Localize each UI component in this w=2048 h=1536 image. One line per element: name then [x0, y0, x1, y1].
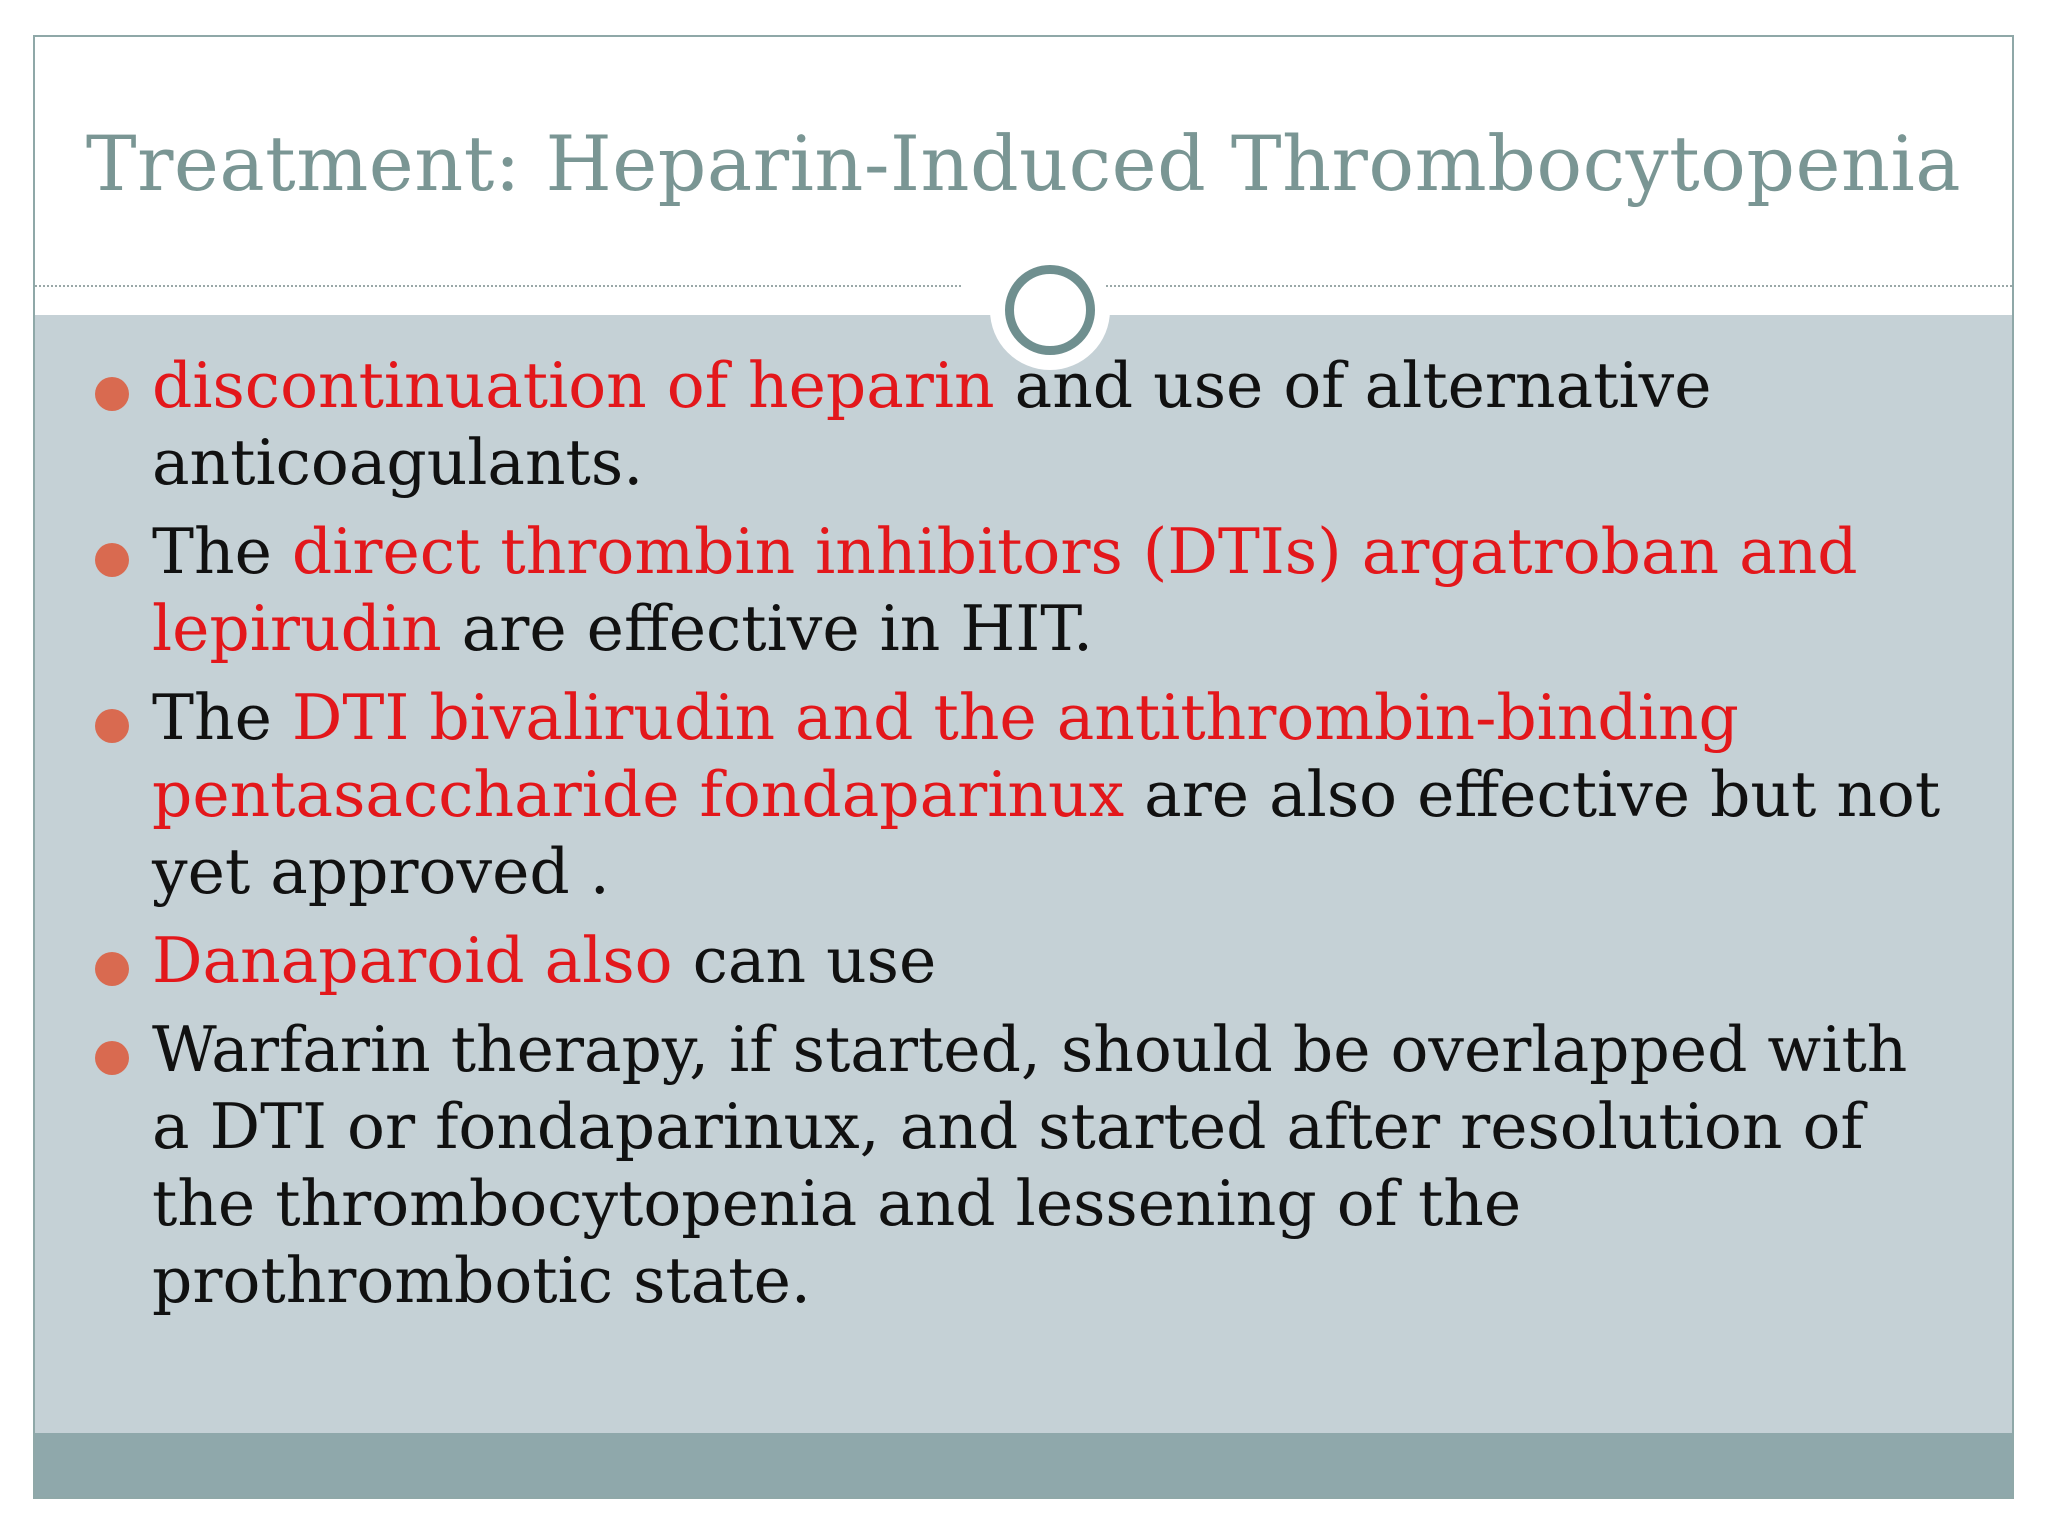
bullet-dot-icon	[95, 543, 129, 577]
bullet-highlight-text: direct thrombin inhibitors (DTIs) argatroban and lepirudin	[152, 515, 1858, 665]
bullet-item	[35, 347, 2012, 501]
bullet-item	[35, 679, 2012, 910]
slide-title: Treatment: Heparin-Induced Thrombocytopenia	[85, 119, 1962, 208]
bullet-highlight-text: Danaparoid also	[152, 924, 673, 997]
bullet-body-text: and use of alternative anticoagulants.	[152, 349, 1712, 499]
bullet-body-text: are effective in HIT.	[441, 592, 1094, 665]
bullet-dot-icon	[95, 377, 129, 411]
bullet-item	[35, 922, 2012, 999]
bullet-item	[35, 1011, 2012, 1319]
bullet-body-text: can use	[672, 924, 937, 997]
bullet-highlight-text: DTI bivalirudin and the antithrombin-binding pentasaccharide fondaparinux	[152, 681, 1739, 831]
bullet-dot-icon	[95, 1041, 129, 1075]
bullet-body-text: The	[152, 681, 292, 754]
bullet-highlight-text: discontinuation of heparin	[152, 349, 995, 422]
circle-ornament-icon	[1005, 265, 1095, 355]
bullet-body-text: are also effective but not yet approved .	[152, 758, 1941, 908]
title-divider-left	[35, 285, 961, 287]
slide	[33, 35, 2014, 1499]
bullet-dot-icon	[95, 709, 129, 743]
footer-band	[35, 1433, 2012, 1499]
bullet-body-text: Warfarin therapy, if started, should be overlapped with a DTI or fondaparinux, and started after resolution of the thrombocytopenia and lessening of the prothrombotic state.	[152, 1013, 1908, 1317]
title-divider-right	[1095, 285, 2014, 287]
bullet-body-text: The	[152, 515, 292, 588]
bullet-item	[35, 513, 2012, 667]
bullet-list	[35, 347, 2012, 1331]
bullet-dot-icon	[95, 952, 129, 986]
